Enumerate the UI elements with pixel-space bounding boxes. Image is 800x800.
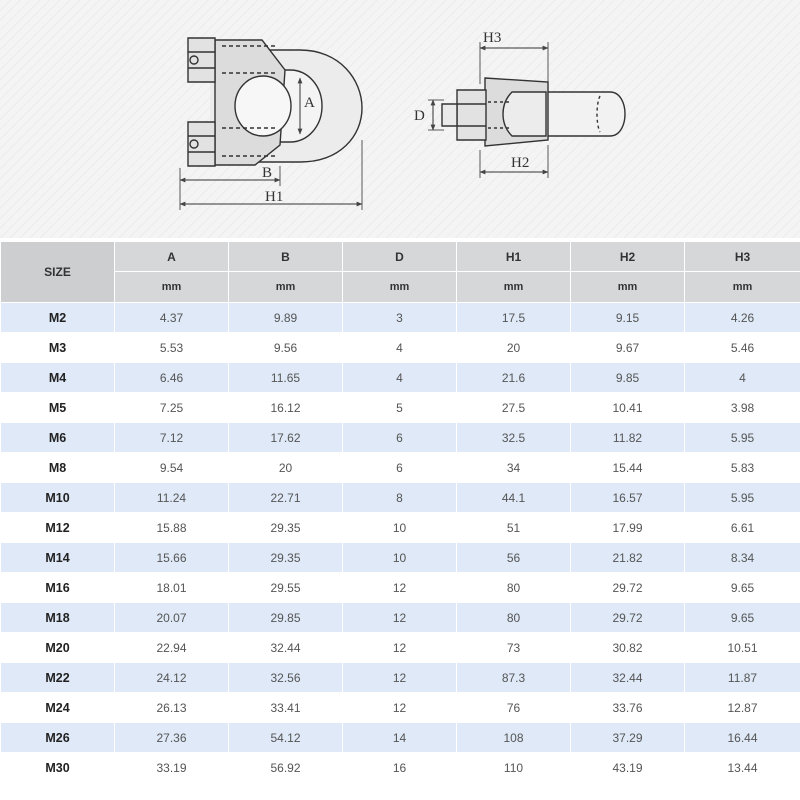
value-cell: 6.46 <box>115 363 229 393</box>
value-cell: 7.12 <box>115 423 229 453</box>
dim-label-h1: H1 <box>265 189 284 205</box>
value-cell: 9.85 <box>571 363 685 393</box>
front-view-drawing <box>180 38 362 210</box>
value-cell: 22.94 <box>115 633 229 663</box>
value-cell: 6 <box>343 453 457 483</box>
value-cell: 17.62 <box>229 423 343 453</box>
table-row <box>1 663 800 693</box>
value-cell: 3 <box>343 303 457 333</box>
size-cell: M26 <box>1 723 115 753</box>
value-cell: 5.83 <box>685 453 800 483</box>
value-cell: 5 <box>343 393 457 423</box>
value-cell: 10.51 <box>685 633 800 663</box>
size-cell: M6 <box>1 423 115 453</box>
value-cell: 6.61 <box>685 513 800 543</box>
value-cell: 21.82 <box>571 543 685 573</box>
value-cell: 3.98 <box>685 393 800 423</box>
value-cell: 6 <box>343 423 457 453</box>
header-row-units <box>1 272 800 303</box>
dim-label-h3: H3 <box>483 30 502 46</box>
value-cell: 7.25 <box>115 393 229 423</box>
value-cell: 4.26 <box>685 303 800 333</box>
value-cell: 9.56 <box>229 333 343 363</box>
value-cell: 8 <box>343 483 457 513</box>
value-cell: 4 <box>343 333 457 363</box>
table-header <box>1 242 800 303</box>
value-cell: 80 <box>457 603 571 633</box>
size-cell: M22 <box>1 663 115 693</box>
column-header-a: A <box>115 242 229 272</box>
value-cell: 26.13 <box>115 693 229 723</box>
value-cell: 12.87 <box>685 693 800 723</box>
table-row <box>1 423 800 453</box>
value-cell: 21.6 <box>457 363 571 393</box>
value-cell: 9.67 <box>571 333 685 363</box>
value-cell: 37.29 <box>571 723 685 753</box>
value-cell: 87.3 <box>457 663 571 693</box>
value-cell: 20 <box>229 453 343 483</box>
value-cell: 16.12 <box>229 393 343 423</box>
value-cell: 15.88 <box>115 513 229 543</box>
value-cell: 32.44 <box>229 633 343 663</box>
value-cell: 15.44 <box>571 453 685 483</box>
value-cell: 4 <box>685 363 800 393</box>
value-cell: 80 <box>457 573 571 603</box>
value-cell: 29.72 <box>571 603 685 633</box>
unit-header-h3: mm <box>685 272 800 303</box>
value-cell: 51 <box>457 513 571 543</box>
table-row <box>1 483 800 513</box>
column-header-d: D <box>343 242 457 272</box>
value-cell: 33.19 <box>115 753 229 783</box>
value-cell: 16.57 <box>571 483 685 513</box>
size-cell: M30 <box>1 753 115 783</box>
value-cell: 16.44 <box>685 723 800 753</box>
value-cell: 33.41 <box>229 693 343 723</box>
value-cell: 29.35 <box>229 543 343 573</box>
dimensions-table <box>0 241 800 783</box>
value-cell: 12 <box>343 603 457 633</box>
value-cell: 8.34 <box>685 543 800 573</box>
value-cell: 44.1 <box>457 483 571 513</box>
value-cell: 29.55 <box>229 573 343 603</box>
size-cell: M4 <box>1 363 115 393</box>
table-row <box>1 303 800 333</box>
table-row <box>1 363 800 393</box>
value-cell: 17.5 <box>457 303 571 333</box>
value-cell: 29.85 <box>229 603 343 633</box>
table-row <box>1 333 800 363</box>
table-row <box>1 753 800 783</box>
unit-header-b: mm <box>229 272 343 303</box>
value-cell: 76 <box>457 693 571 723</box>
size-cell: M2 <box>1 303 115 333</box>
value-cell: 29.72 <box>571 573 685 603</box>
value-cell: 15.66 <box>115 543 229 573</box>
value-cell: 29.35 <box>229 513 343 543</box>
value-cell: 10 <box>343 543 457 573</box>
size-cell: M20 <box>1 633 115 663</box>
value-cell: 12 <box>343 693 457 723</box>
table-row <box>1 543 800 573</box>
wire-rope-clip-drawings <box>0 0 800 238</box>
value-cell: 56 <box>457 543 571 573</box>
column-header-h2: H2 <box>571 242 685 272</box>
value-cell: 33.76 <box>571 693 685 723</box>
value-cell: 56.92 <box>229 753 343 783</box>
value-cell: 12 <box>343 663 457 693</box>
value-cell: 34 <box>457 453 571 483</box>
table-row <box>1 573 800 603</box>
value-cell: 18.01 <box>115 573 229 603</box>
value-cell: 9.65 <box>685 603 800 633</box>
dim-label-a: A <box>304 95 315 111</box>
value-cell: 4.37 <box>115 303 229 333</box>
value-cell: 32.56 <box>229 663 343 693</box>
table-row <box>1 633 800 663</box>
table-row <box>1 453 800 483</box>
table-row <box>1 393 800 423</box>
dim-label-h2: H2 <box>511 155 530 171</box>
size-cell: M18 <box>1 603 115 633</box>
value-cell: 5.95 <box>685 483 800 513</box>
value-cell: 32.5 <box>457 423 571 453</box>
value-cell: 9.65 <box>685 573 800 603</box>
value-cell: 54.12 <box>229 723 343 753</box>
value-cell: 4 <box>343 363 457 393</box>
dim-label-d: D <box>414 108 425 124</box>
value-cell: 12 <box>343 633 457 663</box>
dim-label-b: B <box>262 165 273 181</box>
value-cell: 20 <box>457 333 571 363</box>
unit-header-h1: mm <box>457 272 571 303</box>
value-cell: 11.82 <box>571 423 685 453</box>
value-cell: 30.82 <box>571 633 685 663</box>
value-cell: 12 <box>343 573 457 603</box>
header-row-names <box>1 242 800 272</box>
value-cell: 5.53 <box>115 333 229 363</box>
value-cell: 9.89 <box>229 303 343 333</box>
value-cell: 16 <box>343 753 457 783</box>
value-cell: 9.15 <box>571 303 685 333</box>
value-cell: 27.36 <box>115 723 229 753</box>
value-cell: 13.44 <box>685 753 800 783</box>
value-cell: 22.71 <box>229 483 343 513</box>
size-cell: M14 <box>1 543 115 573</box>
value-cell: 11.24 <box>115 483 229 513</box>
value-cell: 108 <box>457 723 571 753</box>
column-header-h3: H3 <box>685 242 800 272</box>
technical-drawing <box>0 0 800 238</box>
size-cell: M3 <box>1 333 115 363</box>
table-row <box>1 513 800 543</box>
value-cell: 24.12 <box>115 663 229 693</box>
size-column-header: SIZE <box>1 242 115 303</box>
size-cell: M16 <box>1 573 115 603</box>
value-cell: 11.65 <box>229 363 343 393</box>
value-cell: 5.46 <box>685 333 800 363</box>
value-cell: 10.41 <box>571 393 685 423</box>
value-cell: 11.87 <box>685 663 800 693</box>
size-cell: M8 <box>1 453 115 483</box>
value-cell: 20.07 <box>115 603 229 633</box>
value-cell: 17.99 <box>571 513 685 543</box>
value-cell: 9.54 <box>115 453 229 483</box>
unit-header-h2: mm <box>571 272 685 303</box>
table-body <box>1 303 800 783</box>
size-cell: M12 <box>1 513 115 543</box>
unit-header-a: mm <box>115 272 229 303</box>
column-header-b: B <box>229 242 343 272</box>
value-cell: 10 <box>343 513 457 543</box>
size-cell: M5 <box>1 393 115 423</box>
value-cell: 43.19 <box>571 753 685 783</box>
value-cell: 14 <box>343 723 457 753</box>
column-header-h1: H1 <box>457 242 571 272</box>
value-cell: 27.5 <box>457 393 571 423</box>
table-row <box>1 603 800 633</box>
value-cell: 110 <box>457 753 571 783</box>
value-cell: 73 <box>457 633 571 663</box>
table-row <box>1 693 800 723</box>
size-cell: M10 <box>1 483 115 513</box>
value-cell: 32.44 <box>571 663 685 693</box>
unit-header-d: mm <box>343 272 457 303</box>
value-cell: 5.95 <box>685 423 800 453</box>
table-row <box>1 723 800 753</box>
size-cell: M24 <box>1 693 115 723</box>
